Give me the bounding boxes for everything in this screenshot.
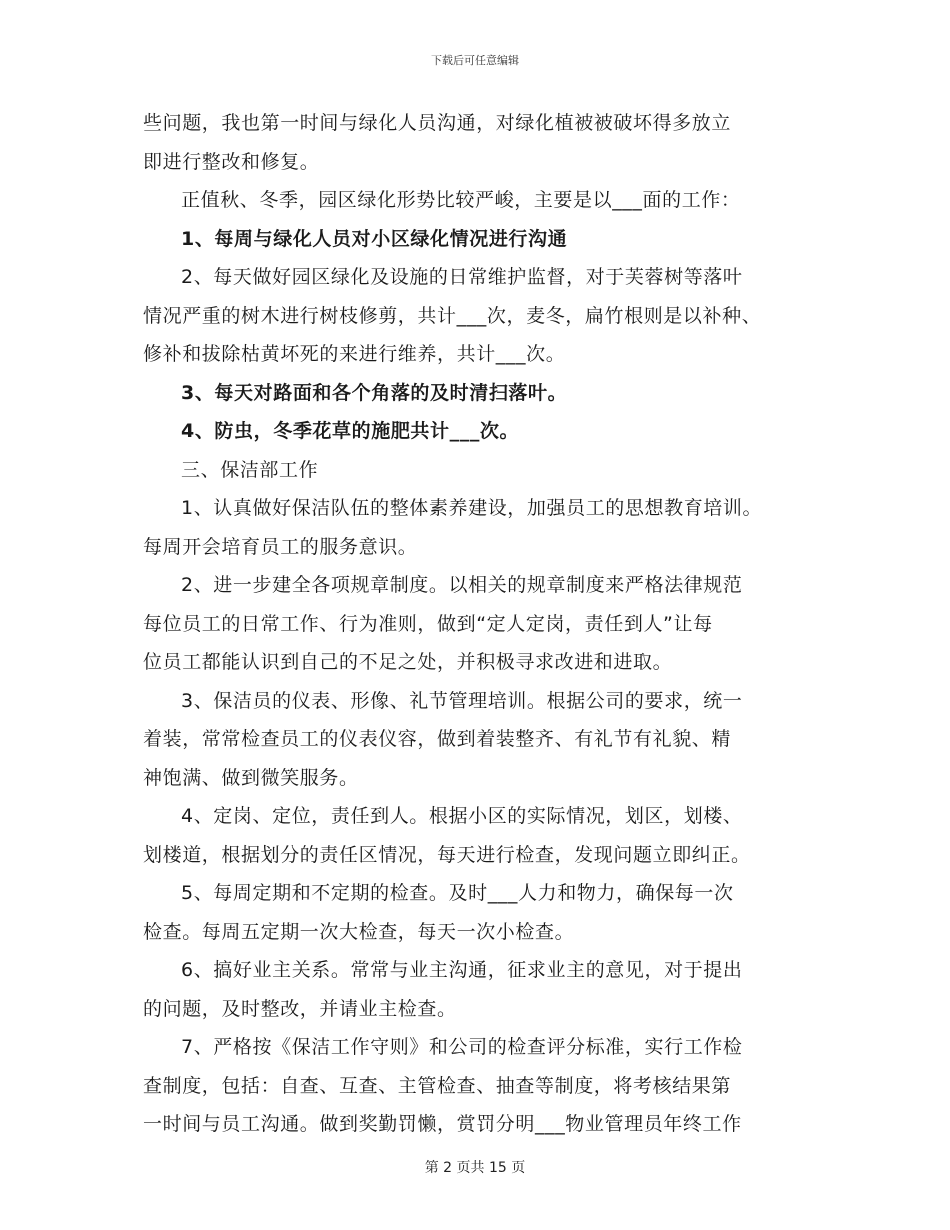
text-line: 些问题，我也第一时间与绿化人员沟通，对绿化植被被破坏得多放立 [143,112,732,134]
paragraph [143,258,823,374]
text-line: 2、进一步建全各项规章制度。以相关的规章制度来严格法律规范 [181,574,743,596]
text-line: 三、保洁部工作 [181,458,319,481]
text-line: 位员工都能认识到自己的不足之处，并积极寻求改进和进取。 [143,651,673,673]
paragraph [143,104,823,181]
text-line: 神饱满、做到微笑服务。 [143,766,359,789]
text-line: 3、每天对路面和各个角落的及时清扫落叶。 [181,381,568,404]
text-line: 4、防虫，冬季花草的施肥共计___次。 [181,420,520,442]
text-line: 修补和拔除枯黄坏死的来进行维养，共计___次。 [143,343,566,365]
text-line: 6、搞好业主关系。常常与业主沟通，征求业主的意见，对于提出 [181,959,743,981]
page-footer: 第 2 页共 15 页 [424,1160,526,1176]
page-header: 下载后可任意编辑 [431,54,519,67]
text-line: 1、每周与绿化人员对小区绿化情况进行沟通 [181,227,568,250]
text-line: 一时间与员工沟通。做到奖勤罚懒，赏罚分明___物业管理员年终工作 [143,1113,742,1135]
paragraph [143,451,823,490]
text-line: 每位员工的日常工作、行为准则，做到“定人定岗，责任到人”让每 [143,612,713,635]
text-line: 即进行整改和修复。 [143,150,320,173]
text-line: 检查。每周五定期一次大检查，每天一次小检查。 [143,920,575,943]
paragraph [143,374,823,413]
paragraph [143,874,823,951]
paragraph [143,951,823,1028]
text-line: 划楼道，根据划分的责任区情况，每天进行检查，发现问题立即纠正。 [143,843,751,866]
text-line: 3、保洁员的仪表、形像、礼节管理培训。根据公司的要求，统一 [181,689,743,712]
document-body [143,104,823,1144]
paragraph [143,412,823,451]
text-line: 情况严重的树木进行树枝修剪，共计___次，麦冬，扁竹根则是以补种、 [143,304,762,327]
text-line: 每周开会培育员工的服务意识。 [143,535,418,558]
text-line: 正值秋、冬季，园区绿化形势比较严峻，主要是以___面的工作： [181,189,741,211]
text-line: 查制度，包括：自查、互查、主管检查、抽查等制度，将考核结果第 [143,1074,732,1097]
paragraph [143,566,823,682]
paragraph [143,220,823,259]
text-line: 7、严格按《保洁工作守则》和公司的检查评分标准，实行工作检 [181,1036,743,1058]
text-line: 4、定岗、定位，责任到人。根据小区的实际情况，划区，划楼、 [181,805,743,827]
paragraph [143,489,823,566]
text-line: 的问题，及时整改，并请业主检查。 [143,997,457,1020]
paragraph [143,797,823,874]
text-line: 5、每周定期和不定期的检查。及时___人力和物力，确保每一次 [181,882,734,904]
paragraph [143,1028,823,1144]
paragraph [143,181,823,220]
text-line: 着装，常常检查员工的仪表仪容，做到着装整齐、有礼节有礼貌、精 [143,728,732,750]
text-line: 2、每天做好园区绿化及设施的日常维护监督，对于芙蓉树等落叶 [181,266,743,288]
text-line: 1、认真做好保洁队伍的整体素养建设，加强员工的思想教育培训。 [181,497,763,519]
paragraph [143,682,823,798]
